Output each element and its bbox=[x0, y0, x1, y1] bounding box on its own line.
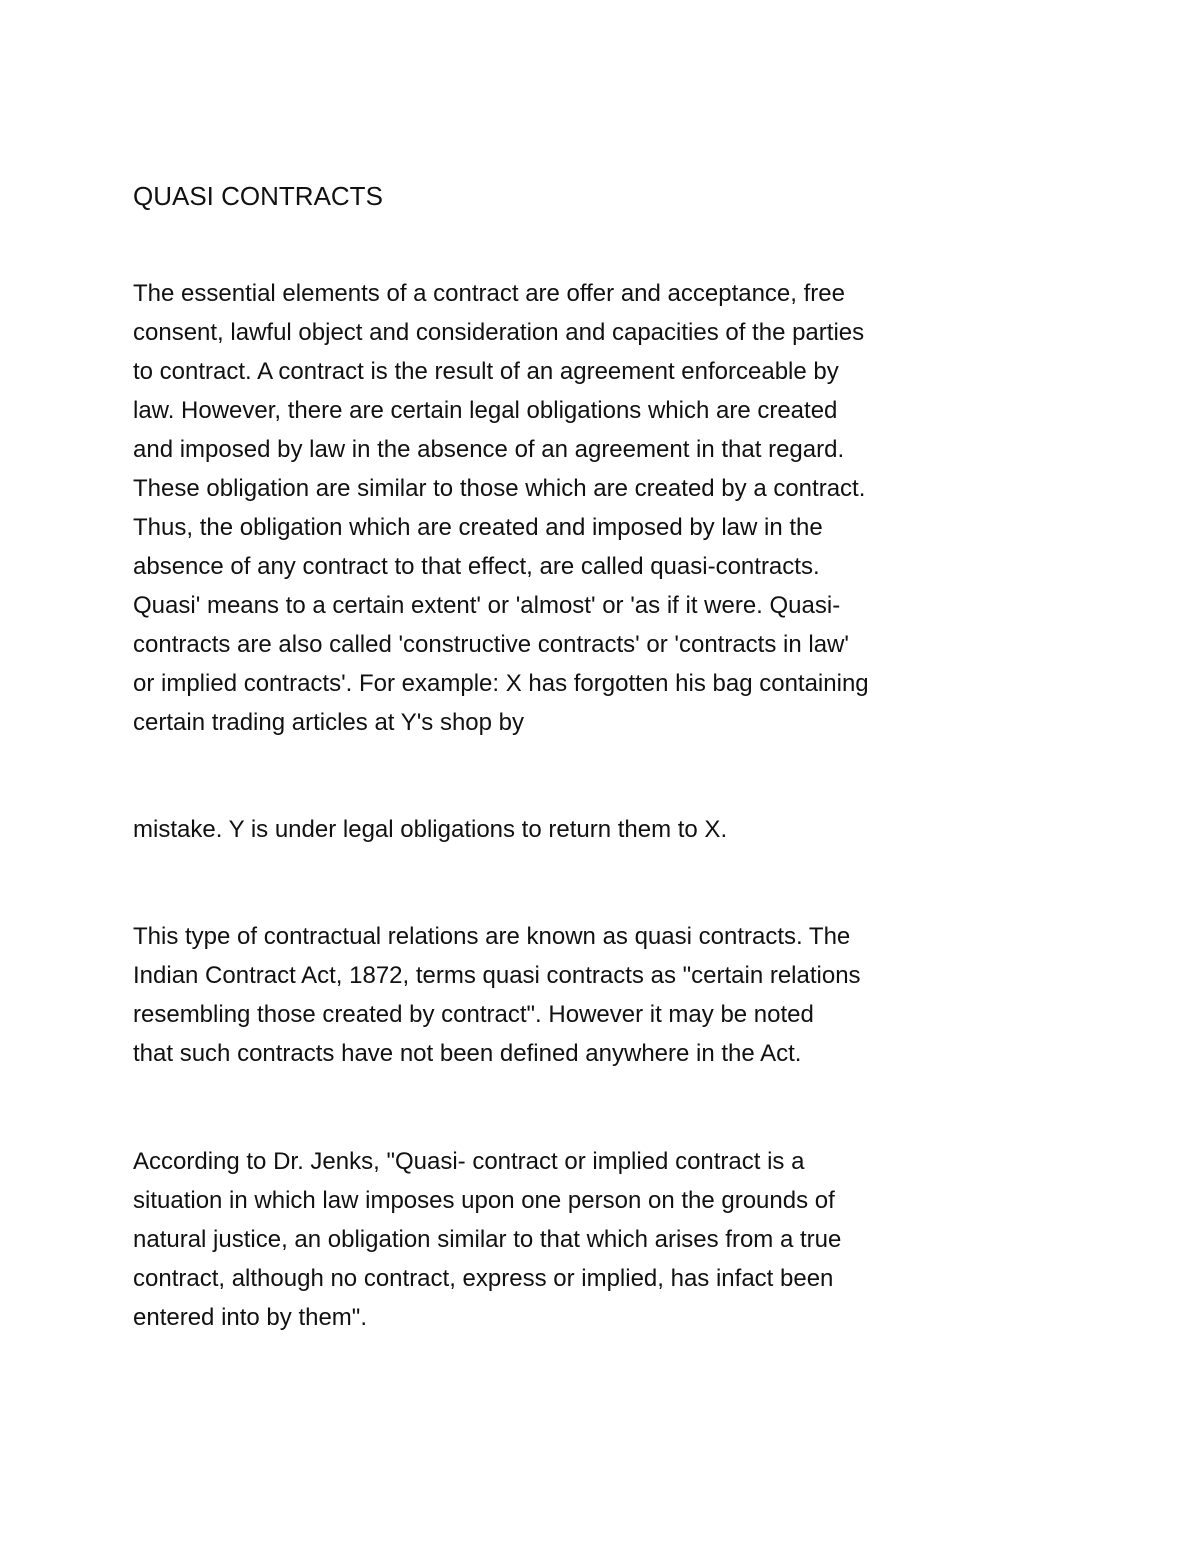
text-line: The essential elements of a contract are offer and acceptance, free bbox=[133, 280, 845, 307]
document-title: QUASI CONTRACTS bbox=[133, 181, 383, 211]
text-line: situation in which law imposes upon one person on the grounds of bbox=[133, 1187, 835, 1214]
text-line: law. However, there are certain legal obligations which are created bbox=[133, 397, 838, 424]
text-line: contracts are also called 'constructive contracts' or 'contracts in law' bbox=[133, 631, 849, 658]
paragraph-jenks-quote bbox=[133, 1142, 841, 1337]
text-line: contract, although no contract, express or implied, has infact been bbox=[133, 1265, 834, 1292]
text-line: mistake. Y is under legal obligations to return them to X. bbox=[133, 816, 728, 843]
text-line: Quasi' means to a certain extent' or 'almost' or 'as if it were. Quasi- bbox=[133, 592, 841, 619]
text-line: These obligation are similar to those which are created by a contract. bbox=[133, 475, 866, 502]
text-line: natural justice, an obligation similar to that which arises from a true bbox=[133, 1226, 842, 1253]
text-line: certain trading articles at Y's shop by bbox=[133, 709, 525, 736]
text-line: and imposed by law in the absence of an agreement in that regard. bbox=[133, 436, 845, 463]
text-line: This type of contractual relations are known as quasi contracts. The bbox=[133, 923, 851, 950]
text-line: Indian Contract Act, 1872, terms quasi contracts as "certain relations bbox=[133, 962, 861, 989]
text-line: to contract. A contract is the result of an agreement enforceable by bbox=[133, 358, 839, 385]
text-line: resembling those created by contract". However it may be noted bbox=[133, 1001, 814, 1028]
text-line: or implied contracts'. For example: X has forgotten his bag containing bbox=[133, 670, 869, 697]
text-line: entered into by them". bbox=[133, 1304, 367, 1331]
text-line: According to Dr. Jenks, "Quasi- contract or implied contract is a bbox=[133, 1148, 805, 1175]
text-line: that such contracts have not been defined anywhere in the Act. bbox=[133, 1040, 802, 1067]
text-line: consent, lawful object and consideration and capacities of the parties bbox=[133, 319, 865, 346]
paragraph-example-continuation bbox=[133, 810, 727, 849]
text-line: absence of any contract to that effect, are called quasi-contracts. bbox=[133, 553, 820, 580]
paragraph-definition bbox=[133, 274, 869, 742]
paragraph-indian-contract-act bbox=[133, 917, 861, 1073]
text-line: Thus, the obligation which are created and imposed by law in the bbox=[133, 514, 823, 541]
